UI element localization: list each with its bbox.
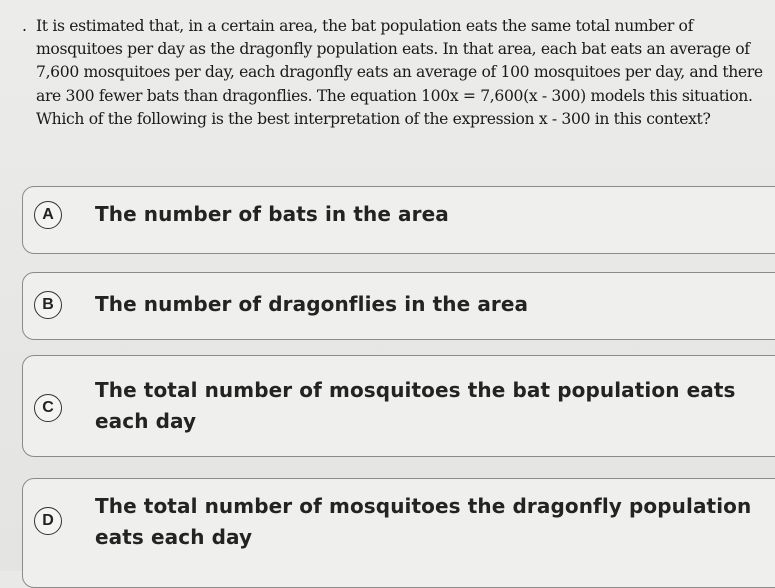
choice-text-a: The number of bats in the area	[95, 202, 449, 226]
answer-choice-b[interactable]	[22, 272, 775, 340]
choice-letter-c: C	[34, 394, 62, 422]
choice-text-b: The number of dragonflies in the area	[95, 292, 529, 316]
choice-letter-b: B	[34, 291, 62, 319]
answer-choice-a[interactable]	[22, 186, 775, 254]
answer-choice-c[interactable]	[22, 355, 775, 457]
question-text: It is estimated that, in a certain area, the bat population eats the same total number of mosquitoes per day as the dragonfly population eats. In that area, each bat eats an average of 7,600 mosquitoes per day, each dragonfly eats an average of 100 mosquitoes per day, and there are 300 fewer bats than dragonflies. The equation 100x = 7,600(x - 300) models this situation. Which of the following is the best interpretation of the expression x - 300 in this context?	[36, 17, 763, 128]
choice-text-d: The total number of mosquitoes the dragonfly population eats each day	[95, 494, 752, 549]
choice-letter-a: A	[34, 201, 62, 229]
answer-choice-d[interactable]	[22, 478, 775, 588]
choice-letter-d: D	[34, 507, 62, 535]
question-bullet: .	[22, 17, 27, 35]
choice-text-c: The total number of mosquitoes the bat population eats each day	[95, 378, 736, 433]
question-block	[22, 15, 768, 131]
